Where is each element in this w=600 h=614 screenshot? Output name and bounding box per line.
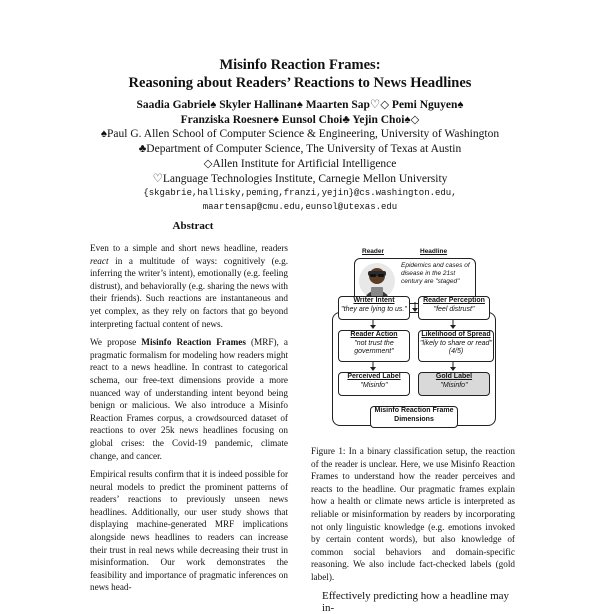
person-icon (359, 263, 395, 299)
gold-label-box: Gold Label "Misinfo" (418, 372, 490, 396)
figure-caption: Figure 1: In a binary classification setup, the reaction of the reader is unclear. Here, we use Misinfo Reaction Frames to understand how the reader perceives and reacts to the headline. Our pragmatic frames explain how a health or climate news article is interpreted as reliable or misinformation by readers by incorporating not only linguistic knowledge (e.g. emotions invoked by certain content words), but also knowledge of common social behaviors and domain-specific reasoning. We also include fact-checked labels (gold label). (311, 446, 515, 582)
paper-title-line2: Reasoning about Readers’ Reactions to News Headlines (128, 75, 472, 91)
arrow-down-icon (370, 361, 376, 371)
affiliation-cmu: ♡Language Technologies Institute, Carnegie Mellon University (152, 173, 448, 185)
abstract-paragraph-2: We propose Misinfo Reaction Frames (MRF), a pragmatic formalism for modeling how readers might react to a news headline. In contrast to categorical schema, our free-text dimensions provide a more nuanced way of understanding intent beyond being benign or malicious. We also introduce a Misinfo Reaction Frames corpus, a crowdsourced dataset of reactions to over 25k news headlines focusing on global crises: the Covid-19 pandemic, climate change, and cancer. (90, 337, 288, 461)
frame-dimensions-label: Misinfo Reaction Frame Dimensions (370, 406, 458, 428)
affiliation-uw: ♠Paul G. Allen School of Computer Science & Engineering, University of Washington (100, 128, 500, 140)
arrow-down-icon (450, 361, 456, 371)
reader-avatar (359, 263, 395, 299)
reader-action-box: Reader Action "not trust the government" (338, 330, 410, 362)
headline-text: Epidemics and cases of disease in the 21st century are "staged" (401, 262, 470, 285)
authors-line2: Franziska Roesner♠ Eunsol Choi♣ Yejin Choi♠◇ (180, 114, 420, 126)
arrow-down-icon (370, 319, 376, 329)
authors-line1: Saadia Gabriel♠ Skyler Hallinan♠ Maarten Sap♡◇ Pemi Nguyen♠ (136, 99, 464, 111)
body-text-start: Effectively predicting how a headline may in- (322, 590, 510, 614)
affiliation-ai2: ◇Allen Institute for Artificial Intelligence (203, 158, 397, 170)
writer-intent-box: Writer Intent "they are lying to us." (338, 296, 410, 320)
headline-label: Headline (420, 248, 448, 255)
email-line1: {skgabrie,hallisky,peming,franzi,yejin}@cs.washington.edu, (143, 188, 457, 198)
abstract-body (90, 242, 288, 600)
abstract-paragraph-3: Empirical results confirm that it is indeed possible for neural models to predict the prominent patterns of readers’ reactions to previously unseen news headlines. Additionally, our user study shows that displaying machine-generated MRF implications alongside news headlines to readers can increase their trust in real news while decreasing their trust in misinformation. Our work demonstrates the feasibility and importance of pragmatic inferences on news head- (90, 469, 288, 593)
reader-perception-box: Reader Perception "feel distrust" (418, 296, 490, 320)
reader-label: Reader (362, 248, 385, 255)
arrow-down-icon (450, 319, 456, 329)
perceived-label-box: Perceived Label "Misinfo" (338, 372, 410, 396)
abstract-paragraph-1: Even to a simple and short news headline, readers react in a multitude of ways: cognitively (e.g. inferring the writer’s intent), emotionally (e.g. feeling distrust), and behaviorally (e.g. sharing the news with their friends). Such reactions are instantaneous and yet complex, as they rely on factors that go beyond interpreting factual content of news. (90, 243, 288, 329)
email-line2: maartensap@cmu.edu,eunsol@utexas.edu (202, 202, 398, 212)
figure-1 (308, 248, 520, 438)
likelihood-of-spread-box: Likelihood of Spread "likely to share or read" (4/5) (418, 330, 494, 362)
affiliation-ut: ♣Department of Computer Science, The University of Texas at Austin (138, 143, 462, 155)
abstract-heading: Abstract (172, 220, 214, 232)
paper-title-line1: Misinfo Reaction Frames: (219, 57, 381, 73)
